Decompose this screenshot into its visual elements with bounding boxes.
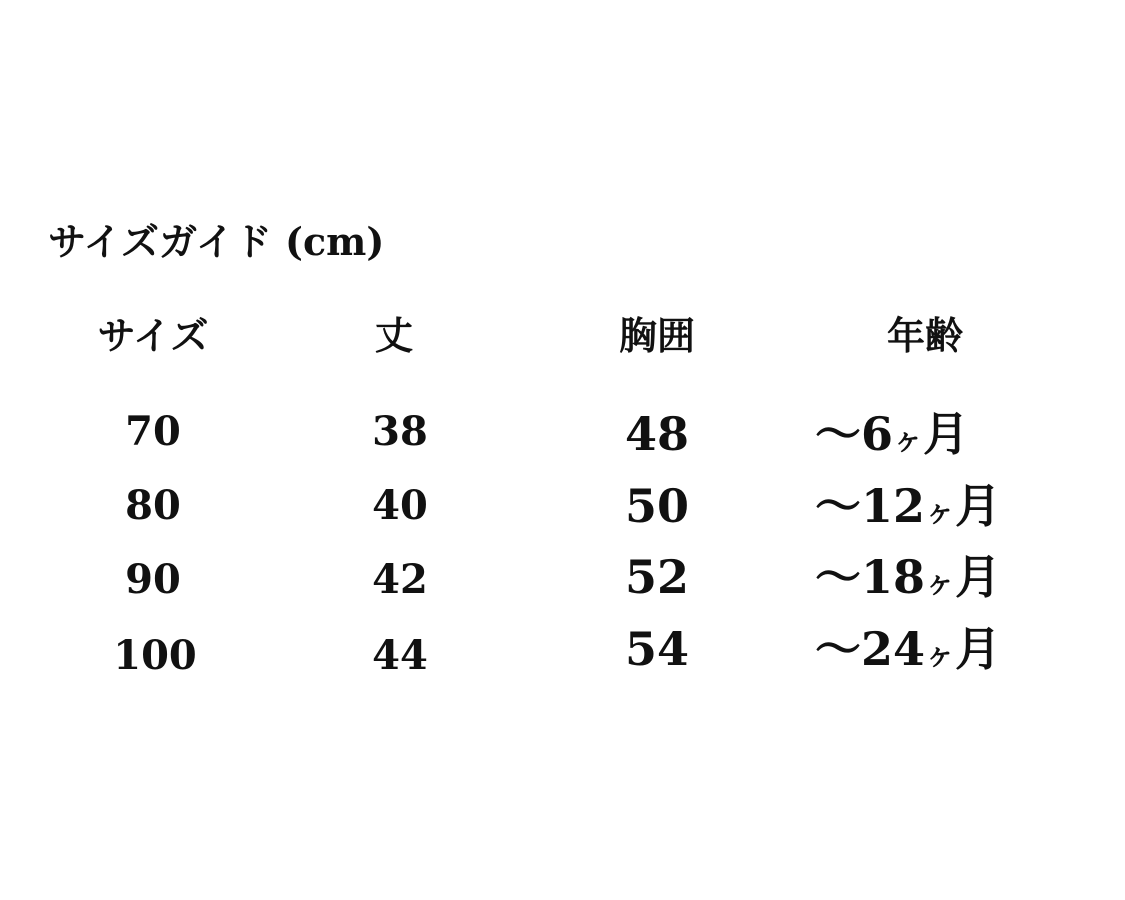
- row-2-length: 40: [372, 482, 428, 529]
- row-2-chest: 50: [624, 479, 690, 533]
- row-1-age-suffix: 月: [923, 407, 970, 461]
- row-1-age-ke: ヶ: [893, 423, 924, 458]
- row-3-size: 90: [125, 556, 181, 603]
- row-4-age-prefix: ～24: [815, 622, 926, 676]
- row-1-size: 70: [125, 408, 181, 455]
- row-3-length: 42: [372, 556, 428, 603]
- row-1-age: [815, 408, 969, 467]
- row-2-size: 80: [125, 482, 181, 529]
- row-3-age-ke: ヶ: [925, 566, 956, 601]
- row-4-size: 100: [113, 632, 197, 679]
- header-length: 丈: [374, 313, 414, 358]
- row-4-age: [815, 623, 1001, 682]
- row-3-age-prefix: ～18: [815, 550, 926, 604]
- row-2-age-prefix: ～12: [815, 479, 926, 533]
- row-4-chest: 54: [624, 622, 690, 676]
- row-3-age: [815, 551, 1001, 610]
- header-size: サイズ: [97, 313, 209, 358]
- row-1-length: 38: [372, 408, 428, 455]
- row-2-age: [815, 480, 1001, 539]
- row-1-age-prefix: ～6: [815, 407, 894, 461]
- row-3-age-suffix: 月: [955, 550, 1002, 604]
- row-2-age-suffix: 月: [955, 479, 1002, 533]
- row-4-age-suffix: 月: [955, 622, 1002, 676]
- row-1-chest: 48: [624, 407, 690, 461]
- row-4-age-ke: ヶ: [925, 638, 956, 673]
- header-age: 年齢: [886, 313, 964, 358]
- header-chest: 胸囲: [618, 313, 696, 358]
- row-2-age-ke: ヶ: [925, 495, 956, 530]
- size-guide-title: サイズガイド (cm): [48, 219, 385, 264]
- row-3-chest: 52: [624, 550, 690, 604]
- row-4-length: 44: [372, 632, 428, 679]
